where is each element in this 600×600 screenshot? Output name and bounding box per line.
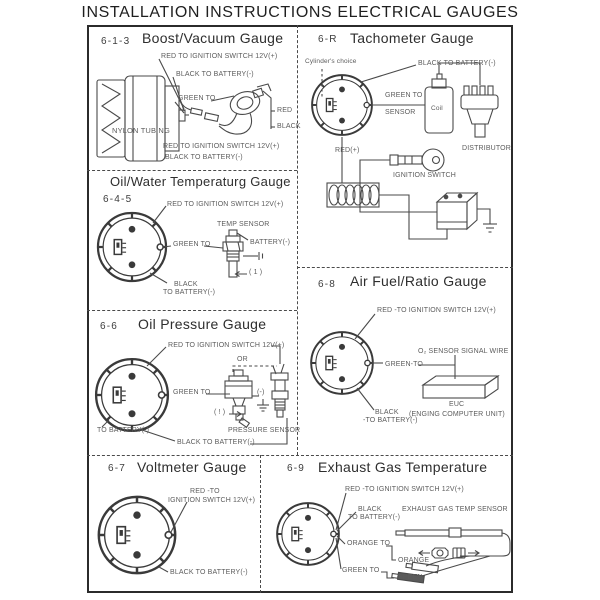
panel-oil-water-temperature (87, 170, 297, 310)
panel-code: 6-1-3 (101, 36, 131, 47)
panel-title: Oil Pressure Gauge (138, 316, 267, 332)
panel-title: Tachometer Gauge (350, 30, 474, 46)
label-nylon-tubing: NYLON TUBING (112, 126, 170, 135)
panel-title: Voltmeter Gauge (137, 459, 247, 475)
label-black-battery: BLACK TO BATTERY(-) (418, 60, 496, 67)
label-distributor: DISTRIBUTOR (462, 145, 511, 152)
label-to-battery: TO BATTERY(-) (348, 514, 401, 521)
gauge-side-body-icon (125, 76, 165, 161)
label-red-plus: RED(+) (335, 147, 360, 154)
label-green-to: GREEN TO (173, 241, 211, 248)
label-o2-sensor-wire: O₂ SENSOR SIGNAL WIRE (418, 348, 509, 355)
panel-code: 6-R (318, 34, 338, 45)
pressure-sender-icon (225, 370, 252, 427)
panel-boost-vacuum (87, 25, 301, 170)
label-red-ignition: RED -TO IGNITION SWITCH 12V(+) (345, 486, 464, 493)
exhaust-wiring-diagram (260, 455, 513, 593)
label-green: GREEN (397, 574, 423, 581)
ecu-box-icon (423, 376, 498, 398)
gauge-rear-view-icon (98, 213, 166, 281)
label-black: BLACK (375, 409, 399, 416)
label-orange: ORANGE (398, 557, 430, 564)
panel-code: 6-9 (287, 463, 306, 474)
label-ignition-switch: IGNITION SWITCH (393, 172, 456, 179)
arrow-right-icon (468, 551, 479, 556)
label-sensor: SENSOR (385, 109, 416, 116)
nylon-tube-icon (219, 113, 237, 126)
label-green-to: GREEN TO (173, 389, 211, 396)
panel-code: 6-8 (318, 279, 337, 290)
vacuum-sender-icon (227, 86, 267, 118)
pressure-switch-icon (271, 364, 288, 417)
label-green-to: GREEN TO (178, 95, 216, 102)
label-euc: EUC (449, 401, 465, 408)
label-note: ( ! ) (214, 409, 226, 416)
panel-voltmeter (87, 455, 260, 593)
label-to-battery: -TO BATTERY(-) (363, 417, 418, 424)
battery-icon (437, 193, 477, 229)
label-red-ignition: RED -TO IGNITION SWITCH 12V(+) (377, 307, 496, 314)
label-to-battery: TO BATTERY(-) (163, 289, 216, 296)
distributor-icon (461, 86, 498, 137)
label-minus: (-) (257, 389, 265, 396)
label-black-battery-top: BLACK TO BATTERY(-) (176, 71, 254, 78)
label-green-to: GREEN TO (342, 567, 380, 574)
label-red-ignition-bottom: RED TO IGNITION SWITCH 12V(+) (163, 143, 280, 150)
panel-code: 6-6 (100, 321, 119, 332)
label-pressure-sensor: PRESSURE SENSOR (228, 427, 301, 434)
gauge-rear-view-icon (96, 359, 168, 431)
label-green-to: GREEN TO (385, 92, 423, 99)
gauge-side-bracket-icon (97, 80, 125, 157)
arrow-left-icon (419, 551, 430, 556)
panel-title: Oil/Water Temperaturg Gauge (110, 174, 291, 189)
ground-symbol-icon (477, 209, 497, 232)
label-battery: BATTERY(-) (250, 239, 291, 246)
panel-title: Exhaust Gas Temperature (318, 459, 488, 475)
label-red-to: RED -TO (190, 488, 220, 495)
label-black: BLACK (174, 281, 198, 288)
label-black-battery-bottom: BLACK TO BATTERY(-) (165, 154, 243, 161)
ground-symbol-icon (257, 399, 269, 411)
label-coil: Coil (431, 105, 443, 112)
panel-tachometer (297, 25, 513, 267)
label-engine-computer-unit: (ENGING COMPUTER UNIT) (409, 411, 505, 418)
label-to-battery: TO BATTERY(-) (97, 427, 150, 434)
label-red-wire: RED (277, 107, 293, 114)
label-or: OR (237, 356, 248, 363)
label-black: BLACK (358, 506, 382, 513)
label-exhaust-sensor: EXHAUST GAS TEMP SENSOR (402, 506, 508, 513)
gauge-rear-view-icon (99, 497, 175, 573)
label-black-wire: BLACK (277, 123, 301, 130)
label-black-battery: BLACK TO BATTERY(-) (177, 439, 255, 446)
panel-title: Air Fuel/Ratio Gauge (350, 273, 487, 289)
panel-code: 6-7 (108, 463, 127, 474)
solenoid-coil-icon (327, 183, 379, 207)
ignition-key-icon (390, 149, 444, 171)
label-red-ignition-top: RED TO IGNITION SWITCH 12V(+) (161, 53, 278, 60)
panel-code: 6-4-5 (103, 194, 133, 205)
label-note: ( 1 ) (249, 269, 263, 276)
panel-title: Boost/Vacuum Gauge (142, 30, 284, 46)
temp-sensor-icon (223, 230, 243, 277)
label-temp-sensor: TEMP SENSOR (217, 221, 270, 228)
panel-air-fuel-ratio (297, 267, 513, 455)
panel-oil-pressure (87, 310, 301, 455)
label-green-to: GREEN-TO (385, 361, 424, 368)
page-title: INSTALLATION INSTRUCTIONS ELECTRICAL GAUGES (81, 4, 519, 21)
label-red-ignition: RED TO IGNITION SWITCH 12V(+) (167, 201, 284, 208)
gauge-rear-view-icon (277, 503, 339, 565)
gauge-rear-view-icon (311, 332, 373, 394)
label-black-battery: BLACK TO BATTERY(-) (170, 569, 248, 576)
label-cylinder-choice: Cylinder's choice (305, 58, 357, 65)
label-red-ignition: RED TO IGNITION SWITCH 12V(+) (168, 342, 285, 349)
label-ignition-switch: IGNITION SWITCH 12V(+) (168, 497, 256, 504)
label-orange-to: ORANGE TO (347, 540, 391, 547)
gauge-rear-view-icon (312, 75, 372, 135)
panel-exhaust-gas-temperature (260, 455, 513, 593)
